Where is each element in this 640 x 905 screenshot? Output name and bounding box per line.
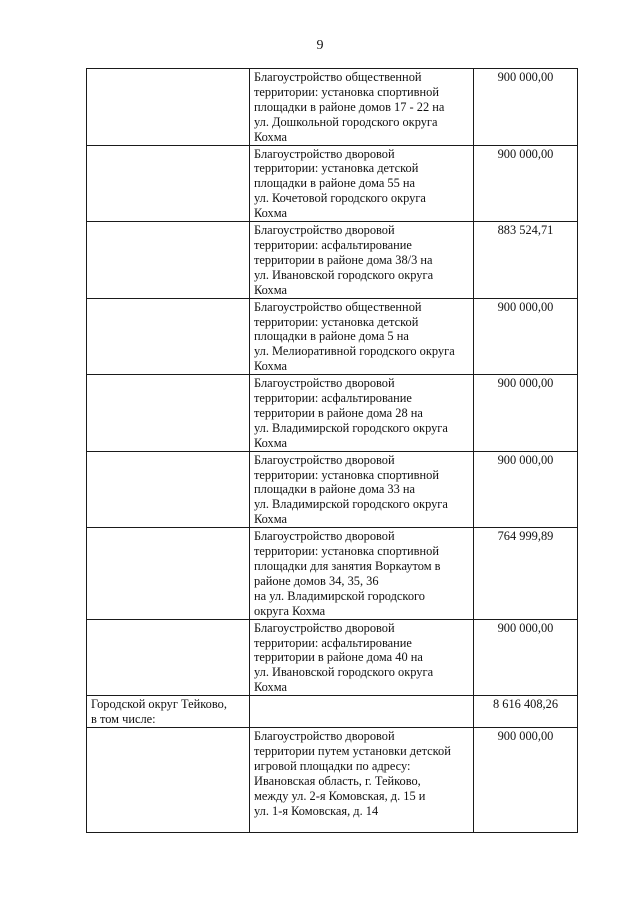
description-line: Кохма — [254, 206, 287, 221]
cell-municipality — [87, 619, 250, 696]
cell-amount — [474, 222, 578, 299]
cell-project-description — [250, 528, 474, 619]
description-line: округа Кохма — [254, 603, 326, 618]
cell-municipality — [87, 727, 250, 832]
description-line: территории: асфальтирование — [254, 391, 412, 406]
funding-table-body — [87, 69, 578, 833]
cell-municipality — [87, 375, 250, 452]
cell-project-description — [250, 375, 474, 452]
description-line: Благоустройство общественной — [254, 299, 422, 314]
cell-project-description — [250, 298, 474, 375]
description-line: Кохма — [254, 435, 287, 450]
amount-value: 900 000,00 — [497, 452, 554, 467]
amount-value: 900 000,00 — [497, 376, 554, 391]
description-line: ул. Владимирской городского округа — [254, 420, 448, 435]
description-line: территории: асфальтирование — [254, 635, 412, 650]
description-line: территории: установка спортивной — [254, 84, 439, 99]
description-line: территории: установка спортивной — [254, 544, 439, 559]
cell-amount — [474, 727, 578, 832]
description-line: Кохма — [254, 512, 287, 527]
cell-amount — [474, 696, 578, 728]
description-line: площадки в районе дома 33 на — [254, 482, 416, 497]
description-line: Кохма — [254, 129, 287, 144]
cell-amount — [474, 298, 578, 375]
description-line: Благоустройство дворовой — [254, 620, 395, 635]
page-number: 9 — [316, 38, 324, 53]
description-line: территории: установка детской — [254, 161, 419, 176]
description-line: территории в районе дома 40 на — [254, 650, 423, 665]
description-line: между ул. 2-я Комовская, д. 15 и — [254, 788, 426, 803]
cell-project-description — [250, 619, 474, 696]
description-line: Кохма — [254, 282, 287, 297]
description-line: на ул. Владимирской городского — [254, 588, 425, 603]
cell-project-description — [250, 727, 474, 832]
amount-value: 8 616 408,26 — [492, 697, 559, 712]
table-row — [87, 619, 578, 696]
cell-amount — [474, 375, 578, 452]
description-line: территории: асфальтирование — [254, 237, 412, 252]
funding-table — [86, 68, 578, 833]
description-line: территории в районе дома 38/3 на — [254, 252, 433, 267]
table-row — [87, 696, 578, 728]
amount-value: 900 000,00 — [497, 620, 554, 635]
cell-amount — [474, 451, 578, 528]
table-row — [87, 451, 578, 528]
table-row — [87, 222, 578, 299]
cell-project-description — [250, 69, 474, 146]
cell-amount — [474, 528, 578, 619]
description-line: площадки в районе дома 5 на — [254, 329, 409, 344]
table-row — [87, 145, 578, 222]
amount-value: 764 999,89 — [497, 529, 554, 544]
description-line: Благоустройство дворовой — [254, 529, 395, 544]
cell-amount — [474, 145, 578, 222]
cell-municipality — [87, 298, 250, 375]
description-line: Благоустройство дворовой — [254, 452, 395, 467]
cell-municipality — [87, 69, 250, 146]
description-line: Кохма — [254, 359, 287, 374]
table-row — [87, 727, 578, 832]
table-row — [87, 298, 578, 375]
description-line: территории путем установки детской — [254, 743, 451, 758]
description-line: территории: установка детской — [254, 314, 419, 329]
description-line: ул. Владимирской городского округа — [254, 497, 448, 512]
table-row — [87, 528, 578, 619]
description-line: ул. Ивановской городского округа — [254, 267, 434, 282]
cell-municipality — [87, 451, 250, 528]
amount-value: 900 000,00 — [497, 728, 554, 743]
description-line: ул. 1-я Комовская, д. 14 — [254, 803, 379, 818]
description-line: ул. Дошкольной городского округа — [254, 114, 438, 129]
cell-project-description — [250, 696, 474, 728]
description-line: ул. Кочетовой городского округа — [254, 191, 426, 206]
table-row — [87, 69, 578, 146]
description-line: Благоустройство дворовой — [254, 223, 395, 238]
cell-project-description — [250, 451, 474, 528]
cell-municipality — [87, 528, 250, 619]
municipality-line: Городской округ Тейково, — [91, 697, 227, 712]
amount-value: 900 000,00 — [497, 299, 554, 314]
description-line: Благоустройство дворовой — [254, 146, 395, 161]
description-line: площадки в районе дома 55 на — [254, 176, 416, 191]
cell-amount — [474, 69, 578, 146]
description-line: Ивановская область, г. Тейково, — [254, 773, 421, 788]
description-line: ул. Ивановской городского округа — [254, 665, 434, 680]
cell-municipality — [87, 696, 250, 728]
description-line: игровой площадки по адресу: — [254, 758, 411, 773]
cell-amount — [474, 619, 578, 696]
amount-value: 900 000,00 — [497, 70, 554, 84]
cell-project-description — [250, 145, 474, 222]
description-line: районе домов 34, 35, 36 — [254, 573, 379, 588]
table-row — [87, 375, 578, 452]
description-line: площадки для занятия Воркаутом в — [254, 559, 441, 573]
description-line: Благоустройство дворовой — [254, 376, 395, 391]
amount-value: 900 000,00 — [497, 146, 554, 161]
cell-municipality — [87, 145, 250, 222]
municipality-line: в том числе: — [91, 712, 156, 727]
description-line: ул. Мелиоративной городского округа — [254, 344, 455, 359]
description-line: Кохма — [254, 680, 287, 695]
description-line: территории в районе дома 28 на — [254, 405, 423, 420]
description-line: площадки в районе домов 17 - 22 на — [254, 99, 445, 114]
description-line: территории: установка спортивной — [254, 467, 439, 482]
description-line: Благоустройство дворовой — [254, 728, 395, 743]
description-line: Благоустройство общественной — [254, 70, 422, 84]
amount-value: 883 524,71 — [497, 223, 554, 238]
cell-project-description — [250, 222, 474, 299]
cell-municipality — [87, 222, 250, 299]
